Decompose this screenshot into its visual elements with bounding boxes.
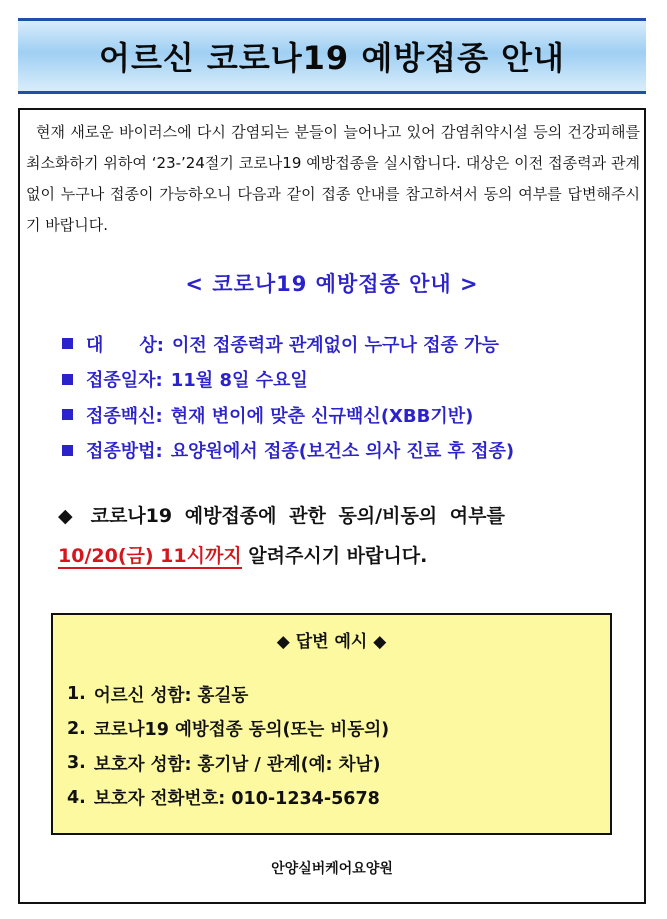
item-number: 3. [67, 753, 86, 774]
details-list [62, 326, 514, 468]
detail-label: 대 상: [86, 334, 164, 356]
notice-lead: 코로나19 예방접종에 관한 동의/비동의 여부를 [90, 505, 505, 527]
deadline-text: 10/20(금) 11시까지 [58, 545, 242, 567]
intro-paragraph: 현재 새로운 바이러스에 다시 감염되는 분들이 늘어나고 있어 감염취약시설 등의 건강피해를 최소화하기 위하여 ‘23-’24절기 코로나19 예방접종을 실시합니다. 대상은 이전 접종력과 관계없이 누구나 접종이 가능하오니 다음과 같이 접종 안내를 참고하셔서 동의 여부를 답변해주시기 바랍니다. [26, 123, 640, 234]
item-number: 4. [67, 787, 86, 808]
notice-tail: 알려주시기 바랍니다. [248, 545, 428, 567]
square-bullet-icon [62, 409, 73, 420]
square-bullet-icon [62, 338, 73, 349]
detail-label: 접종방법: [86, 441, 163, 463]
page-title: 어르신 코로나19 예방접종 안내 [99, 39, 565, 77]
answer-example-box [51, 613, 612, 835]
detail-value: 현재 변이에 맞춘 신규백신(XBB기반) [170, 405, 474, 427]
organization-name: 안양실버케어요양원 [271, 861, 393, 877]
detail-value: 요양원에서 접종(보건소 의사 진료 후 접종) [170, 441, 515, 463]
detail-item-date [62, 362, 514, 398]
list-item [67, 781, 389, 816]
detail-label: 접종일자: [86, 370, 163, 392]
item-text: 보호자 성함: 홍기남 / 관계(예: 차남) [93, 754, 381, 775]
detail-item-target [62, 326, 514, 362]
detail-item-vaccine [62, 397, 514, 433]
detail-value: 이전 접종력과 관계없이 누구나 접종 가능 [171, 334, 499, 356]
item-text: 어르신 성함: 홍길동 [93, 685, 249, 706]
consent-notice [58, 496, 606, 576]
title-banner [18, 18, 646, 94]
detail-label: 접종백신: [86, 405, 163, 427]
answer-example-title: ◆ 답변 예시 ◆ [276, 632, 387, 652]
item-number: 2. [67, 718, 86, 739]
detail-value: 11월 8일 수요일 [170, 370, 308, 392]
square-bullet-icon [62, 374, 73, 385]
detail-item-method [62, 433, 514, 469]
list-item [67, 712, 389, 747]
section-title: < 코로나19 예방접종 안내 > [185, 272, 479, 296]
square-bullet-icon [62, 445, 73, 456]
answer-example-list [67, 677, 389, 815]
item-text: 보호자 전화번호: 010-1234-5678 [93, 789, 380, 810]
list-item [67, 677, 389, 712]
item-text: 코로나19 예방접종 동의(또는 비동의) [93, 720, 390, 741]
item-number: 1. [67, 684, 86, 705]
diamond-bullet-icon: ◆ [58, 505, 73, 527]
list-item [67, 746, 389, 781]
